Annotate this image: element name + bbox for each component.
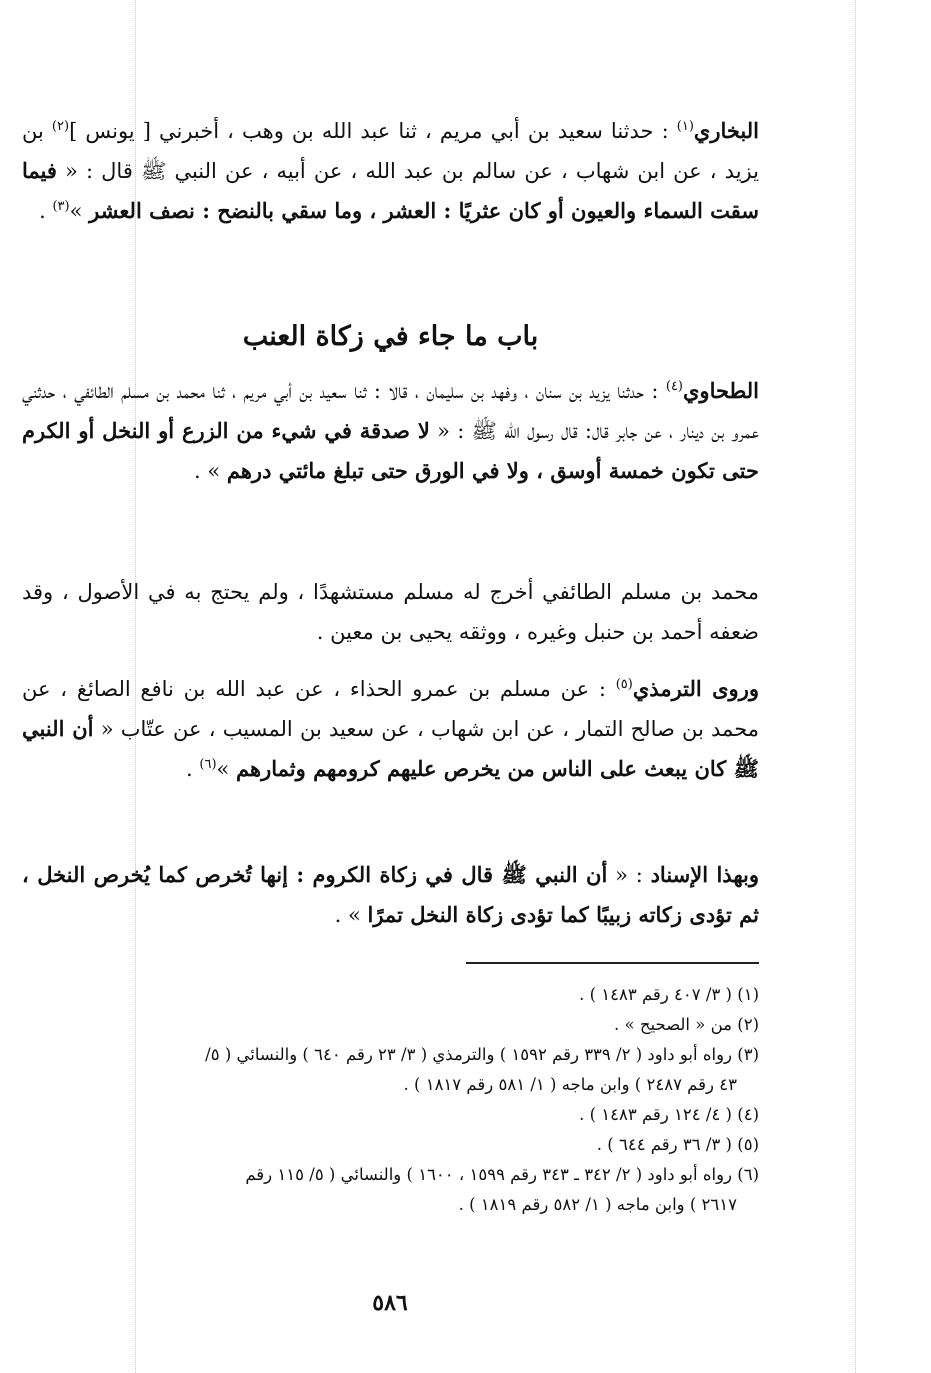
narrator-name: وروى الترمذي [632,676,759,701]
narrator-name: وبهذا الإسناد [650,862,759,887]
footnote-ref: (٦) [199,757,217,772]
footnotes [22,980,759,1220]
footnote-ref: (٢) [51,119,70,134]
footnote-2: (٢) من « الصحيح » . [613,1015,759,1034]
footnote-5: (٥) ( ٣/ ٣٦ رقم ٦٤٤ ) . [596,1135,759,1154]
footnote-6: (٦) رواه أبو داود ( ٢/ ٣٤٢ ـ ٣٤٣ رقم ١٥٩٩ ، ١٦٠٠ ) والنسائي ( ٥/ ١١٥ رقم ٢٦١٧ ) وابن ماجه ( ١/ ٥٨٢ رقم ١٨١٩ ) . [245,1165,759,1214]
hadith-text: لا صدقة في شيء من الزرع أو النخل أو الكرم حتى تكون خمسة أوسق ، ولا في الورق حتى تبلغ مائتي درهم [22,418,759,483]
paragraph-tahawi: الطحاوي$^{(٤)}$ : حدثنا يزيد بن سنان ، وفهد بن سليمان ، قالا : ثنا سعيد بن أبي مريم ، ثنا محمد بن مسلم الطائفي ، حدثني عمرو بن دينار ، عن جابر قال: قال رسول الله ﷺ : « لا صدقة في شيء من الزرع أو النخل أو الكرم حتى تكون خمسة أوسق ، ولا في الورق حتى تبلغ مائتي درهم » . [22,378,760,483]
section-title: باب ما جاء في زكاة العنب [242,321,539,352]
footnote-ref: (٣) [52,199,70,214]
narrator-name: الطحاوي [683,378,759,403]
paragraph-tirmidhi: وروى الترمذي$^{(٥)}$ : عن مسلم بن عمرو الحذاء ، عن عبد الله بن نافع الصائغ ، عن محمد بن صالح التمار ، عن ابن شهاب ، عن سعيد بن المسيب ، عن عتّاب « أن النبي ﷺ كان يبعث على الناس من يخرص عليهم كرومهم وثمارهم »$^{(٦)}$ . [22,676,759,781]
footnote-ref: (٤) [665,379,683,394]
hadith-text: أن النبي ﷺ كان يبعث على الناس من يخرص عليهم كرومهم وثمارهم [22,716,759,781]
narrator-name: البخاري [693,118,759,143]
footnote-4: (٤) ( ٤/ ١٢٤ رقم ١٤٨٣ ) . [579,1105,759,1124]
footnote-3: (٣) رواه أبو داود ( ٢/ ٣٣٩ رقم ١٥٩٢ ) والترمذي ( ٣/ ٢٣ رقم ٦٤٠ ) والنسائي ( ٥/ ٤٣ رقم ٢٤٨٧ ) وابن ماجه ( ١/ ٥٨١ رقم ١٨١٧ ) . [205,1045,759,1094]
footnote-ref: (١) [676,119,694,134]
hadith-text: فيما سقت السماء والعيون أو كان عثريًا : العشر ، وما سقي بالنضح : نصف العشر [22,158,759,223]
page-number: ٥٨٦ [372,1290,408,1316]
scan-margin-line [855,0,856,1373]
footnote-ref: (٥) [615,677,633,692]
footnote-divider [466,962,759,964]
footnote-1: (١) ( ٣/ ٤٠٧ رقم ١٤٨٣ ) . [579,985,759,1004]
paragraph-commentary: محمد بن مسلم الطائفي أخرج له مسلم مستشهدًا ، ولم يحتج به في الأصول ، وقد ضعفه أحمد بن حنبل وغيره ، ووثقه يحيى بن معين . [22,580,759,644]
hadith-text: أن النبي ﷺ قال في زكاة الكروم : إنها تُخرص كما يُخرص النخل ، ثم تؤدى زكاته زبيبًا كما تؤدى زكاة النخل تمرًا [22,862,759,927]
paragraph-bukhari: البخاري$^{(١)}$ : حدثنا سعيد بن أبي مريم ، ثنا عبد الله بن وهب ، أخبرني [ يونس ]$^{(٢)}$ بن يزيد ، عن ابن شهاب ، عن سالم بن عبد الله ، عن أبيه ، عن النبي ﷺ قال : « فيما سقت السماء والعيون أو كان عثريًا : العشر ، وما سقي بالنضح : نصف العشر »$^{(٣)}$ . [22,118,759,223]
paragraph-isnad: وبهذا الإسناد : « أن النبي ﷺ قال في زكاة الكروم : إنها تُخرص كما يُخرص النخل ، ثم تؤدى زكاته زبيبًا كما تؤدى زكاة النخل تمرًا » . [22,862,759,927]
